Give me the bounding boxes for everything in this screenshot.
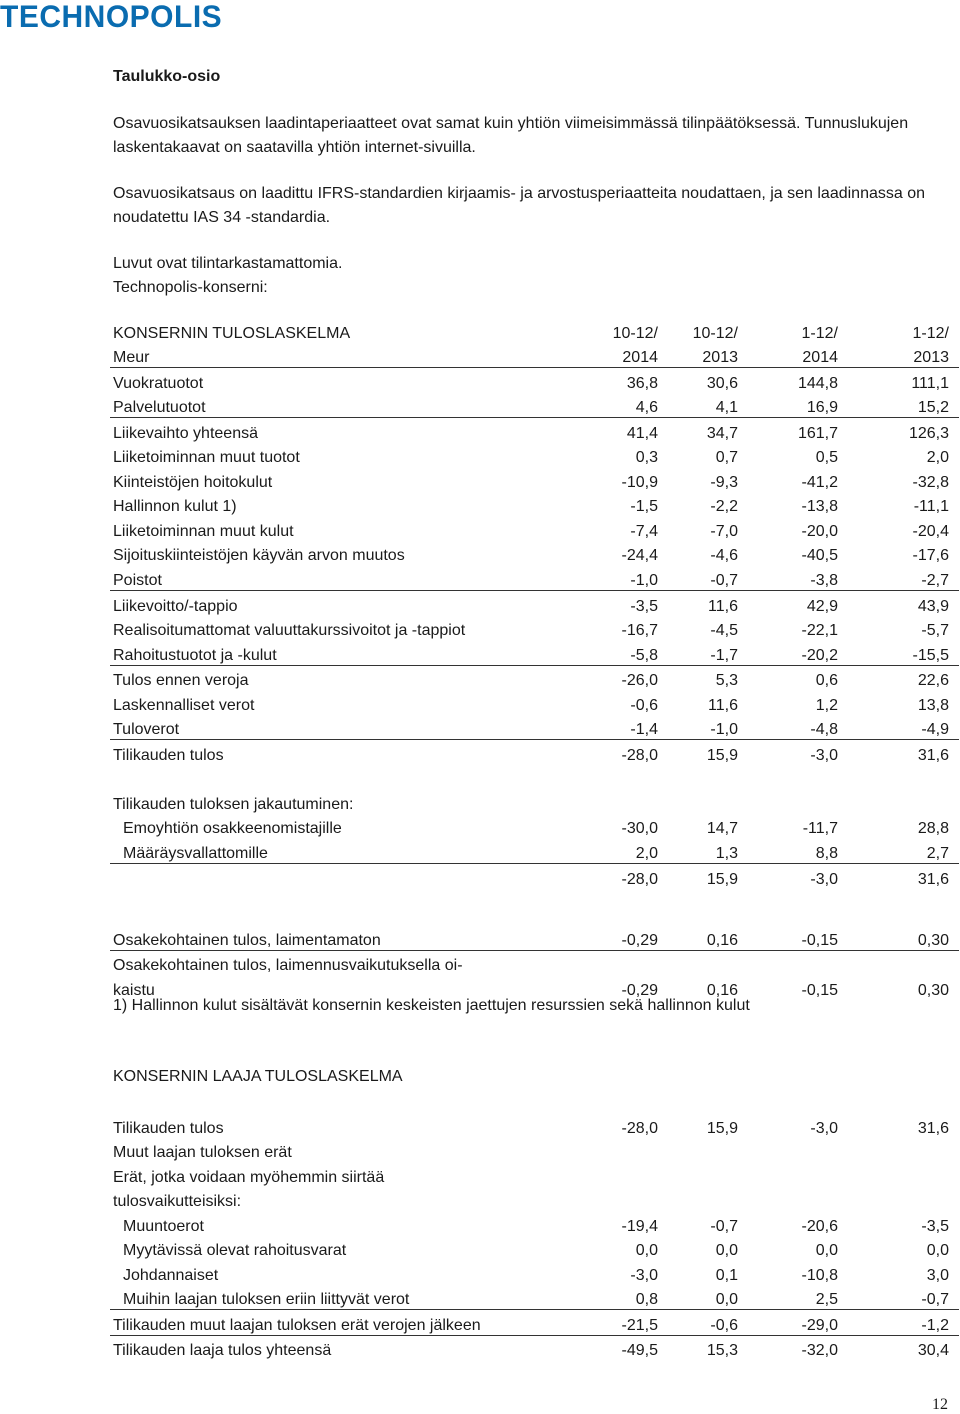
table-cell: -13,8 [801,498,838,516]
table-cell: 161,7 [797,424,838,442]
row-label: Muut laajan tuloksen erät [113,1144,292,1162]
table-cell: 5,3 [715,672,738,690]
table-cell: 0,0 [715,1242,738,1260]
table-cell: -19,4 [621,1217,658,1235]
table-row [110,789,959,814]
row-label: Osakekohtainen tulos, laimentamaton [110,925,545,950]
table-cell: -26,0 [621,672,658,690]
table-cell: 2,7 [838,838,959,863]
col-header: 2013 [838,343,959,368]
table-cell: -3,0 [630,1266,658,1284]
comprehensive-income-table [110,1113,959,1360]
row-label: Tilikauden tulos [113,746,224,764]
table-cell: -0,7 [710,1217,738,1235]
row-label: Tilikauden tulos [113,1119,224,1137]
table-cell: -0,15 [801,981,838,999]
table-row [110,1310,959,1336]
paragraph-group: Technopolis-konserni: [113,279,268,296]
row-label: Muuntoerot [123,1217,204,1235]
table-row [110,665,959,690]
table-cell: -4,8 [738,715,838,740]
table-cell: -20,2 [738,640,838,665]
col-header: 2014 [545,343,658,368]
table-header-row [110,343,959,368]
table-row [110,1335,959,1360]
empty-cell [110,864,545,889]
table-cell: -0,6 [630,696,658,714]
table-cell: -11,1 [913,498,949,516]
table-row [110,516,959,541]
table-cell: 0,7 [715,449,738,467]
table-cell: 0,3 [635,449,658,467]
footnote: 1) Hallinnon kulut sisältävät konsernin keskeisten jaettujen resurssien sekä hallinnon kulut [113,997,750,1014]
row-label: Osakekohtainen tulos, laimennusvaikutuksella oi- [113,957,463,975]
table-cell: 144,8 [797,374,838,392]
table-cell: 31,6 [917,1119,949,1137]
table-row [110,1113,959,1138]
table-row [110,492,959,517]
col-header: 10-12/ [692,324,738,342]
table-cell: 31,6 [917,746,949,764]
table-cell: 0,0 [658,1285,738,1310]
row-label: tulosvaikutteisiksi: [113,1193,242,1211]
row-label: Laskennalliset verot [113,696,255,714]
table-cell: -1,7 [658,640,738,665]
table-cell: -10,8 [801,1266,838,1284]
table-cell: 11,6 [708,597,738,615]
table-cell: -40,5 [801,547,838,565]
row-label: Sijoituskiinteistöjen käyvän arvon muutos [113,547,405,565]
table-cell: 34,7 [706,424,738,442]
table-cell: -16,7 [621,622,658,640]
row-label: Emoyhtiön osakkeenomistajille [123,820,342,838]
table-row [110,715,959,740]
table-header-row [110,318,959,343]
col-header: 1-12/ [912,324,949,342]
empty-cell [545,950,959,975]
table-row [110,1187,959,1212]
table-row [110,467,959,492]
table-cell: -5,7 [921,622,949,640]
table-cell: -1,4 [545,715,658,740]
table-cell: 30,4 [917,1342,949,1360]
row-label: Liiketoiminnan muut kulut [113,522,294,540]
row-label: Palvelutuotot [110,393,545,418]
table-cell: -0,6 [658,1310,738,1336]
row-label: Hallinnon kulut 1) [113,498,237,516]
technopolis-logo: TECHNOPOLIS [0,0,223,35]
row-label: Muihin laajan tuloksen eriin liittyvät verot [110,1285,545,1310]
table-cell: -17,6 [912,547,949,565]
table-cell: -9,3 [710,473,738,491]
table-cell: 0,0 [635,1242,658,1260]
table-cell: -2,7 [838,565,959,590]
table-cell: 30,6 [706,374,738,392]
table-cell: -24,4 [621,547,658,565]
table-cell: 0,16 [658,925,738,950]
table-cell: 28,8 [917,820,949,838]
table-cell: -4,6 [710,547,738,565]
row-label: kaistu [113,981,155,999]
table-cell: -3,5 [630,597,658,615]
table-cell: -2,2 [710,498,738,516]
table-cell: -5,8 [545,640,658,665]
row-label: Johdannaiset [123,1266,219,1284]
table-cell: 13,8 [917,696,949,714]
table-cell: 111,1 [911,374,949,392]
row-label: Vuokratuotot [113,374,204,392]
table-cell: 31,6 [917,870,949,888]
col-header: 1-12/ [801,324,838,342]
table-cell: 0,16 [706,981,738,999]
unit-label: Meur [110,343,545,368]
table-cell: -0,7 [838,1285,959,1310]
table-cell: 43,9 [917,597,949,615]
table-cell: -3,0 [810,1119,838,1137]
row-label: Tulos ennen veroja [113,672,249,690]
table-cell: 0,30 [917,981,949,999]
table-cell: 1,3 [658,838,738,863]
table-cell: 16,9 [738,393,838,418]
table-cell: 0,5 [815,449,838,467]
table-cell: 4,6 [545,393,658,418]
table-row [110,1138,959,1163]
table-cell: 42,9 [806,597,838,615]
table-cell: -28,0 [621,870,658,888]
table-cell: -4,5 [710,622,738,640]
table-cell: -49,5 [621,1342,658,1360]
table-row [110,1236,959,1261]
table-cell: 2,5 [738,1285,838,1310]
table-cell: 14,7 [706,820,738,838]
eps-table [110,925,959,1000]
row-label: Määräysvallattomille [110,838,545,863]
paragraph-ifrs: Osavuosikatsaus on laadittu IFRS-standardien kirjaamis- ja arvostusperiaatteita noudattaen, ja sen laadinnassa on noudatettu IAS 34 -standardia. [113,185,926,226]
table-cell: 41,4 [626,424,658,442]
table-row [110,565,959,590]
table-row [110,541,959,566]
table-cell: 1,2 [815,696,838,714]
table-row [110,1260,959,1285]
table-row [110,1211,959,1236]
table-cell: -29,0 [738,1310,838,1336]
table-cell: -20,0 [801,522,838,540]
table-cell: 0,30 [838,925,959,950]
row-label: Tilikauden laaja tulos yhteensä [113,1342,332,1360]
table-cell: -1,0 [658,715,738,740]
table-cell: -10,9 [621,473,658,491]
table-cell: 0,0 [815,1242,838,1260]
row-label: Rahoitustuotot ja -kulut [110,640,545,665]
row-label: Kiinteistöjen hoitokulut [113,473,273,491]
table-cell: -0,15 [738,925,838,950]
table-cell: 0,1 [715,1266,738,1284]
table-cell: -28,0 [621,746,658,764]
table-cell: -3,5 [921,1217,949,1235]
col-header: 2013 [658,343,738,368]
table-cell: 0,8 [545,1285,658,1310]
table-row [110,740,959,765]
table-row [110,616,959,641]
table-row [110,443,959,468]
table-cell: 15,3 [706,1342,738,1360]
table-cell: 2,0 [545,838,658,863]
distribution-title: Tilikauden tuloksen jakautuminen: [113,795,354,813]
table-cell: -41,2 [801,473,838,491]
table-cell: -0,29 [545,925,658,950]
row-label: Poistot [110,565,545,590]
table-cell: -32,8 [912,473,949,491]
table-cell: -0,29 [621,981,658,999]
table-cell: -20,4 [912,522,949,540]
table-row [110,418,959,443]
table-row [110,1285,959,1310]
row-label: Liikevoitto/-tappio [113,597,238,615]
row-label: Liikevaihto yhteensä [113,424,258,442]
table-row [110,925,959,950]
table-cell: -1,2 [838,1310,959,1336]
col-header: 2014 [738,343,838,368]
table-cell: -30,0 [621,820,658,838]
table-row [110,640,959,665]
table-cell: 15,9 [706,1119,738,1137]
table-cell: -32,0 [801,1342,838,1360]
table-row [110,368,959,393]
row-label: Erät, jotka voidaan myöhemmin siirtää [113,1168,385,1186]
table-cell: -7,4 [630,522,658,540]
table-cell: -4,9 [838,715,959,740]
table-cell: 15,9 [706,870,738,888]
table-cell: 3,0 [926,1266,949,1284]
table-row [110,975,959,1000]
table-cell: -21,5 [545,1310,658,1336]
table-cell: 4,1 [658,393,738,418]
table-cell: -20,6 [801,1217,838,1235]
table-cell: -3,0 [810,746,838,764]
table-row [110,591,959,616]
table-row [110,1162,959,1187]
spacer-row [110,765,959,790]
paragraph-unaudited: Luvut ovat tilintarkastamattomia. [113,255,343,272]
table-cell: -1,0 [545,565,658,590]
row-label: Tuloverot [110,715,545,740]
table-cell: -11,7 [802,820,838,838]
col-header: 10-12/ [612,324,658,342]
table-row [110,393,959,418]
table-cell: -3,0 [810,870,838,888]
table-cell: 15,2 [838,393,959,418]
table-row [110,814,959,839]
table-cell: -7,0 [710,522,738,540]
table-title: KONSERNIN TULOSLASKELMA [113,324,351,342]
table-cell: -15,5 [838,640,959,665]
table-cell: -28,0 [621,1119,658,1137]
table-cell: 0,0 [926,1242,949,1260]
table-cell: -1,5 [630,498,658,516]
table-cell: 126,3 [908,424,949,442]
comprehensive-title: KONSERNIN LAAJA TULOSLASKELMA [113,1068,403,1085]
income-statement-table [110,318,959,889]
table-cell: -0,7 [658,565,738,590]
row-label: Myytävissä olevat rahoitusvarat [123,1242,347,1260]
section-heading: Taulukko-osio [113,68,221,85]
table-cell: 36,8 [626,374,658,392]
table-cell: 2,0 [926,449,949,467]
table-cell: 8,8 [738,838,838,863]
page-number: 12 [932,1396,948,1413]
table-row [110,950,959,975]
table-cell: 0,6 [815,672,838,690]
table-cell: -3,8 [738,565,838,590]
row-label: Realisoitumattomat valuuttakurssivoitot ja -tappiot [113,622,466,640]
table-row [110,864,959,889]
table-row [110,690,959,715]
table-cell: -22,1 [801,622,838,640]
row-label: Liiketoiminnan muut tuotot [113,449,300,467]
row-label: Tilikauden muut laajan tuloksen erät verojen jälkeen [110,1310,545,1336]
table-cell: 22,6 [917,672,949,690]
table-row [110,838,959,863]
table-cell: 15,9 [706,746,738,764]
paragraph-principles: Osavuosikatsauksen laadintaperiaatteet ovat samat kuin yhtiön viimeisimmässä tilinpäätöksessä. Tunnuslukujen laskentakaavat on saatavilla yhtiön internet-sivuilla. [113,115,909,156]
table-cell: 11,6 [708,696,738,714]
